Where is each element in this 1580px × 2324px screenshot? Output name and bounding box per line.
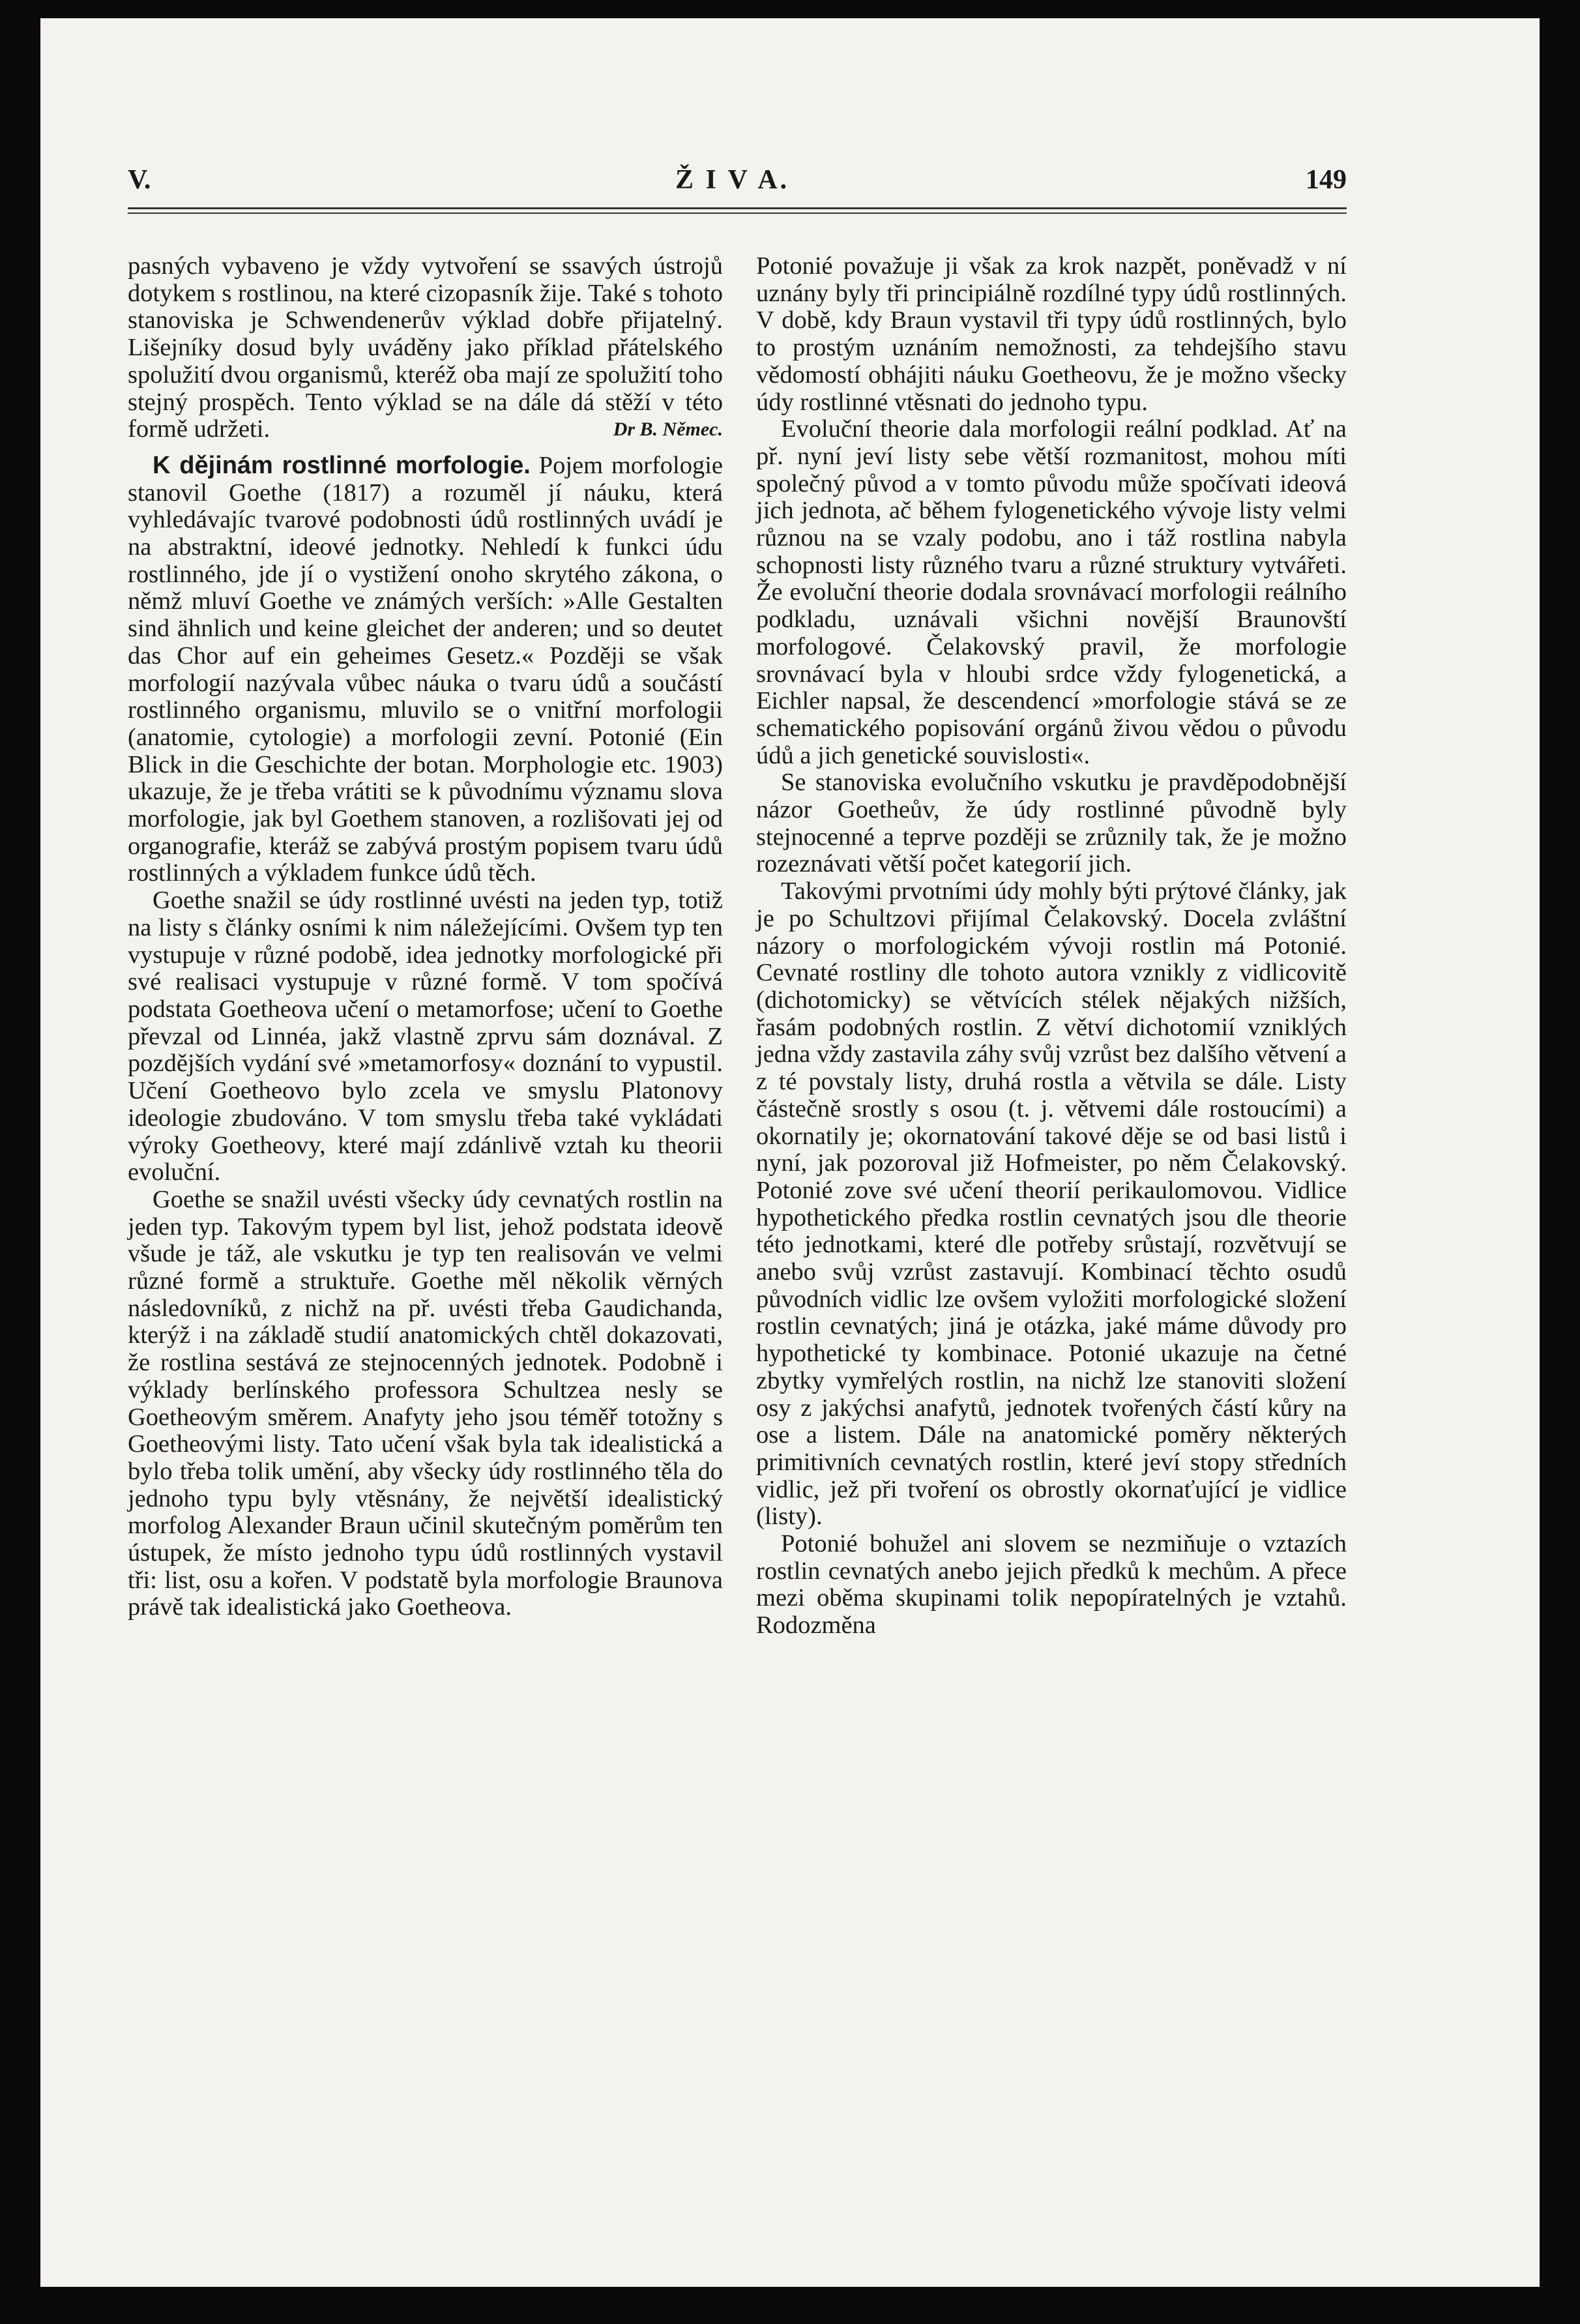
paragraph: Potonié považuje ji však za krok nazpět, poněvadž v ní uznány byly tři principiálně rozdílné typy údů rostlinných. V době, kdy Braun vystavil tři typy údů rostlinných, bylo to prostým uznáním nemožnosti, za tehdejšího stavu vědomostí obhájiti náuku Goetheovu, že je možno všecky údy rostlinné vtěsnati do jednoho typu. xyxy=(756,252,1347,416)
paragraph: Se stanoviska evolučního vskutku je pravděpodobnější názor Goetheův, že údy rostlinné původně byly stejnocenné a teprve později se zrůznily tak, že je možno rozeznávati větší počet kategorií jich. xyxy=(756,769,1347,878)
left-column xyxy=(128,253,723,1621)
paragraph: Evoluční theorie dala morfologii reální podklad. Ať na př. nyní jeví listy sebe větší rozmanitost, mohou míti společný původ a v tomto původu může spočívati ideová jich jednota, ač během fylogenetického vývoje listy velmi různou na se vzaly podobu, ano i táž rostlina nabyla schopnosti listy různého tvaru a různé struktury vytvářeti. Že evoluční theorie dodala srovnávací morfologii reálního podkladu, uznávali všichni novější Braunovští morfologové. Čelakovský pravil, že morfologie srovnávací byla v hloubi srdce vždy fylogenetická, a Eichler napsal, že descendencí »morfologie stává se ze schematického popisování orgánů živou vědou o původu údů a jich genetické souvislosti«. xyxy=(756,415,1347,769)
section-heading: K dějinám rostlinné morfologie. xyxy=(153,451,531,479)
paragraph: K dějinám rostlinné morfologie. Pojem morfologie stanovil Goethe (1817) a rozuměl jí náuku, která vyhledávajíc tvarové podobnosti údů rostlinných uvádí je na abstraktní, ideové jednotky. Nehledí k funkci údu rostlinného, jde jí o vystižení onoho skrytého zákona, o němž mluví Goethe ve známých verších: »Alle Gestalten sind ähnlich und keine gleichet der anderen; und so deutet das Chor auf ein geheimes Gesetz.« Později se však morfologií nazývala vůbec náuka o tvaru údů a součástí rostlinného organismu, mluvilo se o vnitřní morfologii (anatomie, cytologie) a morfologii zevní. Potonié (Ein Blick in die Geschichte der botan. Morphologie etc. 1903) ukazuje, že je třeba vrátiti se k původnímu významu slova morfologie, jak byl Goethem stanoven, a rozlišovati jej od organografie, kteráž se zabývá prostým popisem tvaru údů rostlinných a výkladem funkce údů těch. xyxy=(128,451,724,887)
paragraph: Potonié bohužel ani slovem se nezmiňuje o vztazích rostlin cevnatých anebo jejich předků k mechům. A přece mezi oběma skupinami tolik nepopíratelných je vztahů. Rodozměna xyxy=(756,1530,1347,1640)
header-rule xyxy=(128,207,1347,209)
author-signature: Dr B. Němec. xyxy=(613,419,723,441)
page-number: 149 xyxy=(1306,165,1347,195)
page-header xyxy=(128,164,1347,203)
paragraph: pasných vybaveno je vždy vytvoření se ssavých ústrojů dotykem s rostlinou, na které cizopasník žije. Také s tohoto stanoviska je Schwendenerův výklad dobře přijatelný. Lišejníky dosud byly uváděny jako příklad přátelského spolužití dvou organismů, kteréž oba mají ze spolužití toho stejný prospěch. Tento výklad se na dále dá stěží v této formě udržeti. Dr B. Němec. xyxy=(128,252,723,443)
paragraph: Takovými prvotními údy mohly býti prýtové články, jak je po Schultzovi přijímal Čelakovský. Docela zvláštní názory o morfologickém vývoji rostlin má Potonié. Cevnaté rostliny dle tohoto autora vznikly z vidlicovitě (dichotomicky) se větvících stélek nějakých nižších, řasám podobných rostlin. Z větví dichotomií vzniklých jedna vždy zastavila záhy svůj vzrůst bez dalšího větvení a z té povstaly listy, druhá rostla a větvila se dále. Listy částečně srostly s osou (t. j. větvemi dále rostoucími) a okornatily je; okornatování takové děje se od basi listů i nyní, jak pozoroval již Hofmeister, po něm Čelakovský. Potonié zove své učení theorií perikaulomovou. Vidlice hypothetického předka rostlin cevnatých jsou dle theorie této jednotkami, které dle potřeby srůstají, rozvětvují se anebo svůj vzrůst zastavují. Kombinací těchto osudů původních vidlic lze ovšem vyložiti morfologické složení rostlin cevnatých; jiná je otázka, jaké máme důvody pro hypothetické ty kombinace. Potonié ukazuje na četné zbytky vymřelých rostlin, na nichž lze stanoviti složení osy z jakýchsi anafytů, jednotek tvořených částí kůry na ose a listem. Dále na anatomické poměry některých primitivních cevnatých rostlin, které jeví stopy středních vidlic, jež při tvoření os obrostly okornaťující je vidlice (listy). xyxy=(756,877,1347,1531)
scan-left-edge xyxy=(0,0,40,2324)
right-column xyxy=(756,253,1347,1640)
paragraph: Goethe snažil se údy rostlinné uvésti na jeden typ, totiž na listy s články osními k nim náležejícími. Ovšem typ ten vystupuje v různé podobě, idea jednotky morfologické při své realisaci vystupuje v různé formě. V tom spočívá podstata Goetheova učení o metamorfose; učení to Goethe převzal od Linnéa, jakž vlastně zprvu sám doznával. Z pozdějších vydání své »metamorfosy« doznání to vypustil. Učení Goetheovo bylo zcela ve smyslu Platonovy ideologie zbudováno. V tom smyslu třeba také vykládati výroky Goetheovy, které mají zdánlivě vztah ku theorii evoluční. xyxy=(128,887,723,1186)
journal-title: Ž I V A. xyxy=(675,165,790,195)
header-rule-double xyxy=(128,213,1347,214)
volume-number: V. xyxy=(128,165,151,195)
paragraph: Goethe se snažil uvésti všecky údy cevnatých rostlin na jeden typ. Takovým typem byl list, jehož podstata ideově všude je táž, ale vskutku je typ ten realisován ve velmi různé formě a struktuře. Goethe měl několik věrných následovníků, z nichž na př. uvésti třeba Gaudichanda, kterýž i na základě studií anatomických chtěl dokazovati, že rostlina sestává ze stejnocenných jednotek. Podobně i výklady berlínského professora Schultzea nesly se Goetheovým směrem. Anafyty jeho jsou téměř totožny s Goetheovými listy. Tato učení však byla tak idealistická a bylo třeba tolik umění, aby všecky údy rostlinného těla do jednoho typu byly vtěsnány, že největší idealistický morfolog Alexander Braun učinil skutečným poměrům ten ústupek, že místo jednoho typu údů rostlinných vystavil tři: list, osu a kořen. V podstatě byla morfologie Braunova právě tak idealistická jako Goetheova. xyxy=(128,1185,723,1621)
